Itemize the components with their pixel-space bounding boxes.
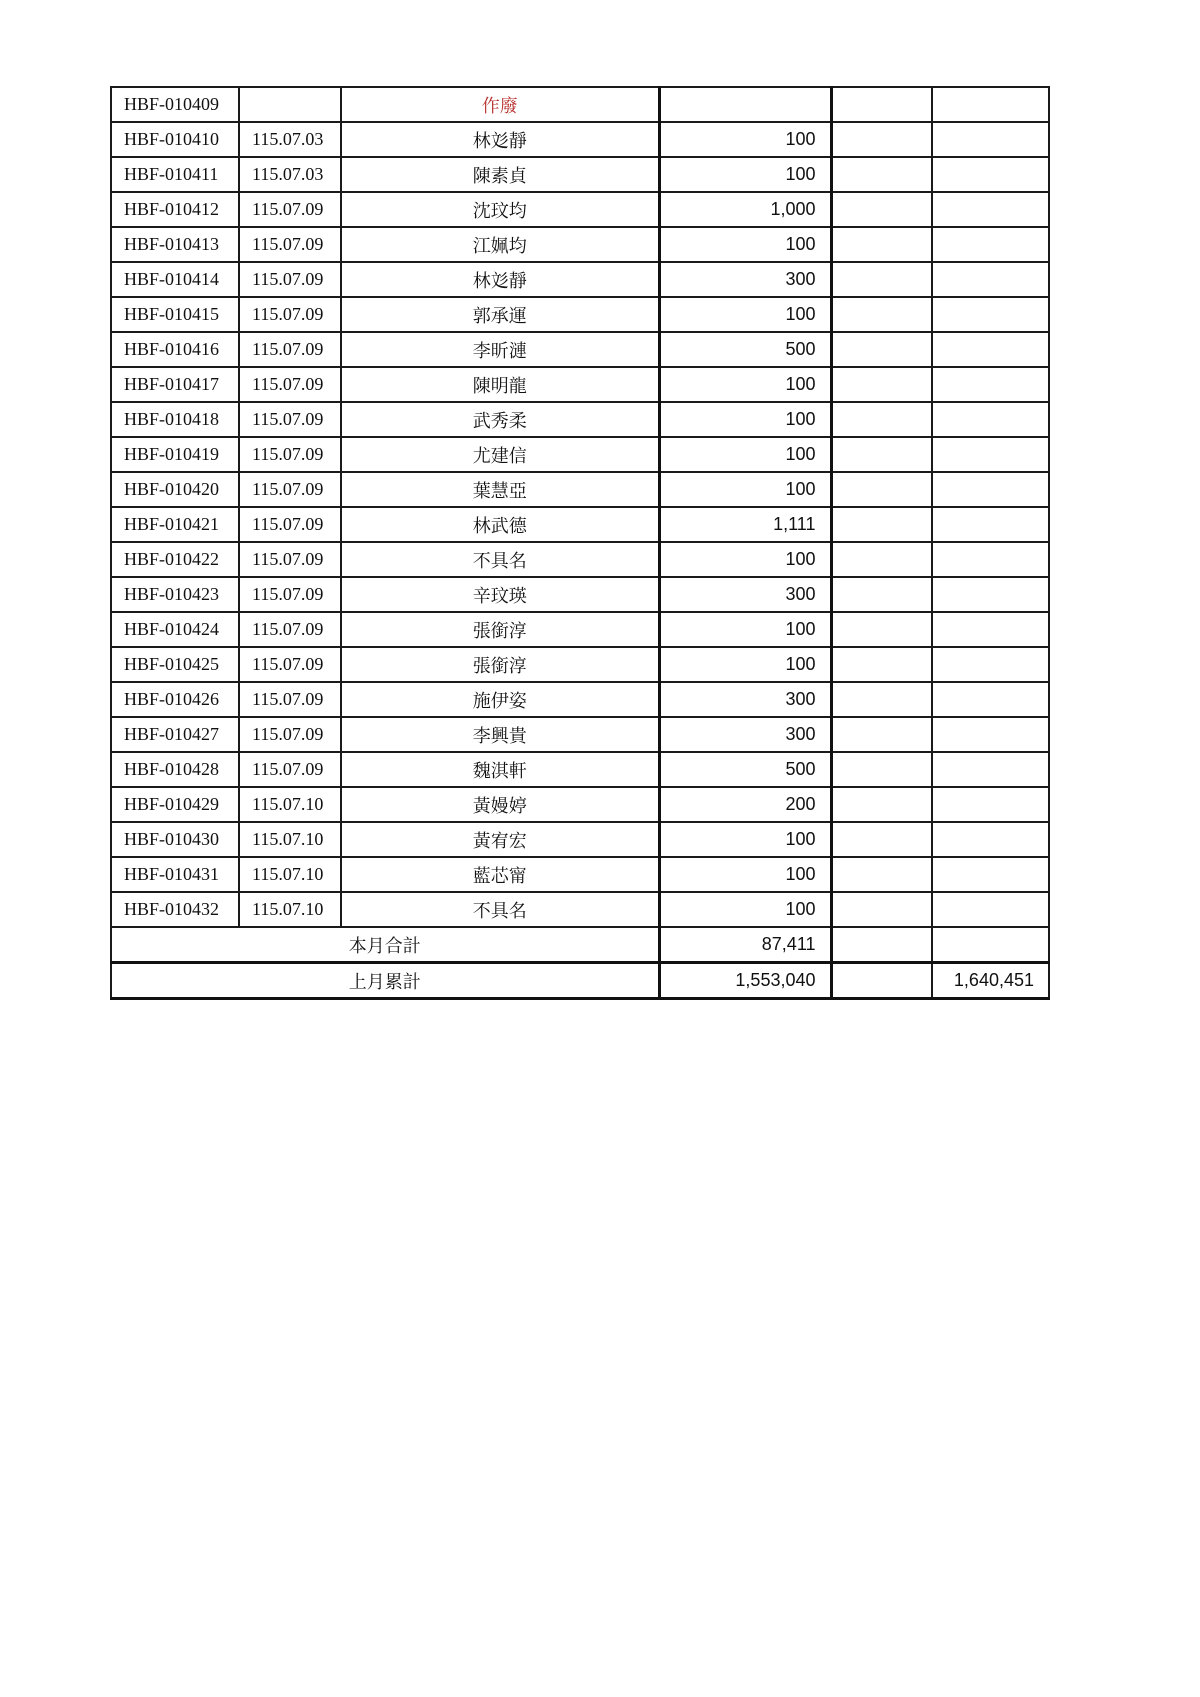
receipt-number: HBF-010428: [111, 752, 239, 787]
table-row: [111, 402, 1049, 437]
table-row: [111, 262, 1049, 297]
table-row: [111, 437, 1049, 472]
blank-cell: [932, 507, 1049, 542]
table-row: [111, 647, 1049, 682]
receipt-number: HBF-010410: [111, 122, 239, 157]
donor-name: 林彣靜: [341, 262, 659, 297]
donation-amount: 100: [659, 437, 831, 472]
receipt-number: HBF-010412: [111, 192, 239, 227]
blank-cell: [831, 297, 932, 332]
receipt-number: HBF-010422: [111, 542, 239, 577]
donor-name: 黃嫚婷: [341, 787, 659, 822]
donation-amount: [659, 87, 831, 122]
donation-amount: 100: [659, 822, 831, 857]
table-row: [111, 857, 1049, 892]
blank-cell: [831, 752, 932, 787]
table-row: [111, 717, 1049, 752]
blank-cell: [932, 822, 1049, 857]
donor-name: 陳素貞: [341, 157, 659, 192]
blank-cell: [831, 332, 932, 367]
ledger-footer: [111, 927, 1049, 999]
table-row: [111, 892, 1049, 927]
blank-cell: [831, 262, 932, 297]
blank-cell: [831, 717, 932, 752]
receipt-date: [239, 87, 341, 122]
blank-cell: [932, 332, 1049, 367]
receipt-number: HBF-010425: [111, 647, 239, 682]
donor-name: 尤建信: [341, 437, 659, 472]
donation-amount: 1,111: [659, 507, 831, 542]
blank-cell: [932, 717, 1049, 752]
donor-name: 李昕漣: [341, 332, 659, 367]
donor-name: 林武德: [341, 507, 659, 542]
blank-cell: [831, 227, 932, 262]
blank-cell: [932, 577, 1049, 612]
blank-cell: [932, 542, 1049, 577]
receipt-number: HBF-010411: [111, 157, 239, 192]
receipt-number: HBF-010424: [111, 612, 239, 647]
receipt-date: 115.07.03: [239, 122, 341, 157]
blank-cell: [831, 612, 932, 647]
donation-amount: 300: [659, 577, 831, 612]
blank-cell: [932, 262, 1049, 297]
cumulative-blank: [831, 963, 932, 999]
receipt-number: HBF-010414: [111, 262, 239, 297]
blank-cell: [831, 437, 932, 472]
donation-amount: 300: [659, 682, 831, 717]
blank-cell: [932, 297, 1049, 332]
blank-cell: [932, 367, 1049, 402]
donation-amount: 100: [659, 647, 831, 682]
blank-cell: [831, 892, 932, 927]
blank-cell: [932, 892, 1049, 927]
receipt-date: 115.07.09: [239, 332, 341, 367]
receipt-number: HBF-010432: [111, 892, 239, 927]
receipt-date: 115.07.10: [239, 822, 341, 857]
donation-amount: 100: [659, 857, 831, 892]
receipt-date: 115.07.09: [239, 192, 341, 227]
table-row: [111, 87, 1049, 122]
receipt-date: 115.07.09: [239, 402, 341, 437]
donor-name: 沈玟均: [341, 192, 659, 227]
blank-cell: [831, 402, 932, 437]
blank-cell: [831, 472, 932, 507]
blank-cell: [831, 647, 932, 682]
receipt-date: 115.07.09: [239, 367, 341, 402]
table-row: [111, 822, 1049, 857]
receipt-number: HBF-010419: [111, 437, 239, 472]
blank-cell: [932, 87, 1049, 122]
donation-amount: 100: [659, 892, 831, 927]
receipt-date: 115.07.09: [239, 262, 341, 297]
donor-name: 黃宥宏: [341, 822, 659, 857]
receipt-number: HBF-010413: [111, 227, 239, 262]
donation-amount: 100: [659, 122, 831, 157]
table-row: [111, 752, 1049, 787]
donor-name: 不具名: [341, 542, 659, 577]
receipt-date: 115.07.10: [239, 787, 341, 822]
donation-amount: 100: [659, 227, 831, 262]
donor-name: 郭承運: [341, 297, 659, 332]
blank-cell: [831, 157, 932, 192]
receipt-date: 115.07.09: [239, 227, 341, 262]
table-row: [111, 297, 1049, 332]
receipt-number: HBF-010415: [111, 297, 239, 332]
donor-name: 武秀柔: [341, 402, 659, 437]
donor-name: 辛玟瑛: [341, 577, 659, 612]
blank-cell: [932, 857, 1049, 892]
donation-amount: 100: [659, 157, 831, 192]
donation-ledger-table: [110, 86, 1050, 1000]
receipt-date: 115.07.09: [239, 682, 341, 717]
donor-name: 張銜淳: [341, 612, 659, 647]
blank-cell: [932, 402, 1049, 437]
blank-cell: [831, 542, 932, 577]
table-row: [111, 227, 1049, 262]
donation-amount: 100: [659, 612, 831, 647]
donation-amount: 300: [659, 262, 831, 297]
donor-name: 葉慧亞: [341, 472, 659, 507]
cumulative-row: [111, 963, 1049, 999]
receipt-number: HBF-010431: [111, 857, 239, 892]
receipt-date: 115.07.10: [239, 857, 341, 892]
donation-amount: 200: [659, 787, 831, 822]
table-row: [111, 367, 1049, 402]
donor-name: 魏淇軒: [341, 752, 659, 787]
receipt-number: HBF-010427: [111, 717, 239, 752]
blank-cell: [932, 647, 1049, 682]
receipt-date: 115.07.09: [239, 472, 341, 507]
monthly-total-blank-1: [831, 927, 932, 963]
blank-cell: [831, 787, 932, 822]
receipt-date: 115.07.09: [239, 437, 341, 472]
receipt-number: HBF-010429: [111, 787, 239, 822]
donor-name: 陳明龍: [341, 367, 659, 402]
receipt-number: HBF-010409: [111, 87, 239, 122]
receipt-date: 115.07.09: [239, 752, 341, 787]
receipt-date: 115.07.09: [239, 647, 341, 682]
table-row: [111, 192, 1049, 227]
cumulative-label: 上月累計: [111, 963, 659, 999]
donor-name: 張銜淳: [341, 647, 659, 682]
receipt-number: HBF-010423: [111, 577, 239, 612]
blank-cell: [932, 122, 1049, 157]
donor-name: 不具名: [341, 892, 659, 927]
blank-cell: [831, 857, 932, 892]
receipt-date: 115.07.09: [239, 577, 341, 612]
donation-amount: 100: [659, 367, 831, 402]
donor-name: 江姵均: [341, 227, 659, 262]
blank-cell: [831, 507, 932, 542]
receipt-date: 115.07.10: [239, 892, 341, 927]
table-row: [111, 612, 1049, 647]
receipt-number: HBF-010430: [111, 822, 239, 857]
table-row: [111, 787, 1049, 822]
receipt-number: HBF-010417: [111, 367, 239, 402]
blank-cell: [932, 612, 1049, 647]
table-row: [111, 577, 1049, 612]
blank-cell: [932, 227, 1049, 262]
monthly-total-amount: 87,411: [659, 927, 831, 963]
table-row: [111, 122, 1049, 157]
grand-total-amount: 1,640,451: [932, 963, 1049, 999]
blank-cell: [932, 472, 1049, 507]
blank-cell: [932, 787, 1049, 822]
receipt-date: 115.07.09: [239, 297, 341, 332]
donor-name: 李興貴: [341, 717, 659, 752]
blank-cell: [831, 192, 932, 227]
donation-amount: 100: [659, 542, 831, 577]
donation-amount: 100: [659, 402, 831, 437]
donor-name: 林彣靜: [341, 122, 659, 157]
blank-cell: [831, 822, 932, 857]
donation-amount: 100: [659, 472, 831, 507]
monthly-total-row: [111, 927, 1049, 963]
table-row: [111, 542, 1049, 577]
blank-cell: [932, 192, 1049, 227]
blank-cell: [831, 682, 932, 717]
receipt-number: HBF-010426: [111, 682, 239, 717]
table-row: [111, 157, 1049, 192]
donation-amount: 500: [659, 752, 831, 787]
donor-name: 施伊姿: [341, 682, 659, 717]
blank-cell: [932, 437, 1049, 472]
monthly-total-blank-2: [932, 927, 1049, 963]
blank-cell: [831, 87, 932, 122]
table-row: [111, 682, 1049, 717]
donation-amount: 1,000: [659, 192, 831, 227]
blank-cell: [831, 577, 932, 612]
ledger-body: [111, 87, 1049, 927]
blank-cell: [831, 367, 932, 402]
receipt-date: 115.07.09: [239, 717, 341, 752]
table-row: [111, 507, 1049, 542]
monthly-total-label: 本月合計: [111, 927, 659, 963]
blank-cell: [932, 682, 1049, 717]
blank-cell: [932, 157, 1049, 192]
cumulative-amount: 1,553,040: [659, 963, 831, 999]
receipt-number: HBF-010418: [111, 402, 239, 437]
donation-amount: 500: [659, 332, 831, 367]
table-row: [111, 472, 1049, 507]
blank-cell: [831, 122, 932, 157]
donor-name: 藍芯甯: [341, 857, 659, 892]
donor-name: 作廢: [341, 87, 659, 122]
blank-cell: [932, 752, 1049, 787]
donation-amount: 100: [659, 297, 831, 332]
receipt-number: HBF-010420: [111, 472, 239, 507]
receipt-date: 115.07.03: [239, 157, 341, 192]
donation-amount: 300: [659, 717, 831, 752]
receipt-date: 115.07.09: [239, 612, 341, 647]
receipt-date: 115.07.09: [239, 507, 341, 542]
receipt-date: 115.07.09: [239, 542, 341, 577]
receipt-number: HBF-010421: [111, 507, 239, 542]
table-row: [111, 332, 1049, 367]
receipt-number: HBF-010416: [111, 332, 239, 367]
